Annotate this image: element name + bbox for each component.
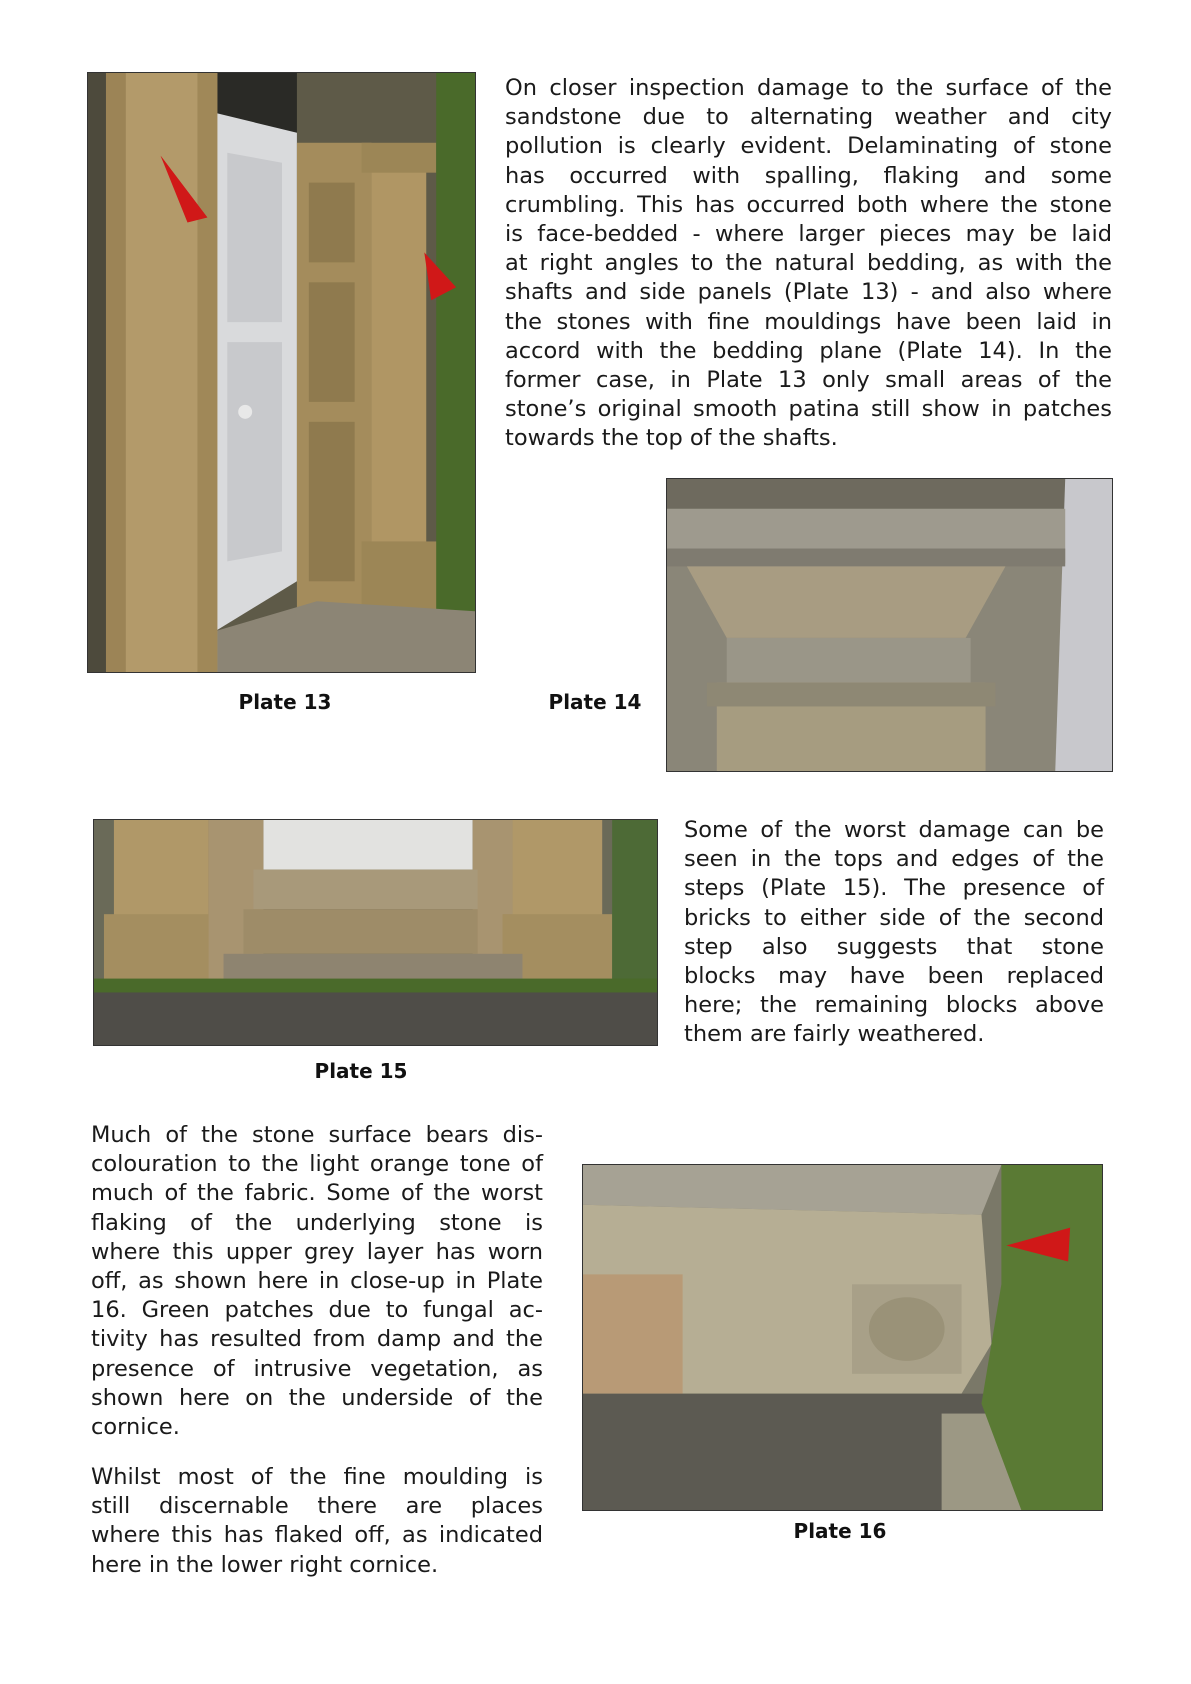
text-line: shown here on the underside of the (91, 1384, 543, 1411)
plate-15-photo (93, 819, 658, 1046)
text-line: crumbling. This has occurred both where the stone (505, 191, 1112, 218)
plate-16-photo (582, 1164, 1103, 1511)
text-line: presence of intrusive vegetation, as (91, 1355, 543, 1382)
text-line: 16. Green patches due to fungal ac- (91, 1297, 543, 1324)
plate-15-caption: Plate 15 (314, 1059, 408, 1083)
text-line: stone’s original smooth patina still show in patches (505, 396, 1112, 423)
text-line: the stones with fine mouldings have been laid in (505, 308, 1112, 335)
text-line: blocks may have been replaced (684, 963, 1104, 990)
text-line: here; the remaining blocks above (684, 992, 1104, 1019)
text-line: accord with the bedding plane (Plate 14). In the (505, 337, 1112, 364)
text-line: bricks to either side of the second (684, 904, 1104, 931)
paragraph-fine-moulding (91, 1463, 543, 1580)
paragraph-discolouration (91, 1121, 543, 1442)
text-line: has occurred with spalling, flaking and some (505, 162, 1112, 189)
text-line: them are fairly weathered. (684, 1021, 985, 1048)
text-line: former case, in Plate 13 only small areas of the (505, 367, 1112, 394)
text-line: colouration to the light orange tone of (91, 1151, 543, 1178)
text-line: seen in the tops and edges of the (684, 846, 1104, 873)
text-line: is face-bedded - where larger pieces may be laid (505, 221, 1112, 248)
text-line: Some of the worst damage can be (684, 817, 1104, 843)
plate-14-caption: Plate 14 (548, 690, 642, 714)
text-line: at right angles to the natural bedding, as with the (505, 250, 1112, 277)
paragraph-stone-damage (505, 74, 1112, 454)
text-line: much of the fabric. Some of the worst (91, 1180, 543, 1207)
text-line: still discernable there are places (91, 1493, 543, 1520)
text-line: off, as shown here in close-up in Plate (91, 1268, 543, 1295)
plate-14-photo (666, 478, 1113, 772)
plate-13-caption: Plate 13 (238, 690, 332, 714)
text-line: where this has flaked off, as indicated (91, 1522, 543, 1549)
text-line: Much of the stone surface bears dis- (91, 1122, 543, 1148)
text-line: pollution is clearly evident. Delaminating of stone (505, 133, 1112, 160)
plate-13-photo (87, 72, 476, 673)
text-line: sandstone due to alternating weather and city (505, 104, 1112, 131)
text-line: tivity has resulted from damp and the (91, 1326, 543, 1353)
text-line: steps (Plate 15). The presence of (684, 875, 1104, 902)
text-line: where this upper grey layer has worn (91, 1238, 543, 1265)
text-line: step also suggests that stone (684, 933, 1104, 960)
text-line: Whilst most of the fine moulding is (91, 1464, 543, 1490)
text-line: towards the top of the shafts. (505, 425, 838, 452)
text-line: flaking of the underlying stone is (91, 1209, 543, 1236)
text-line: shafts and side panels (Plate 13) - and also where (505, 279, 1112, 306)
text-line: On closer inspection damage to the surface of the (505, 75, 1112, 101)
text-line: cornice. (91, 1414, 180, 1441)
paragraph-steps-damage (684, 816, 1104, 1050)
text-line: here in the lower right cornice. (91, 1551, 439, 1578)
plate-16-caption: Plate 16 (793, 1519, 887, 1543)
